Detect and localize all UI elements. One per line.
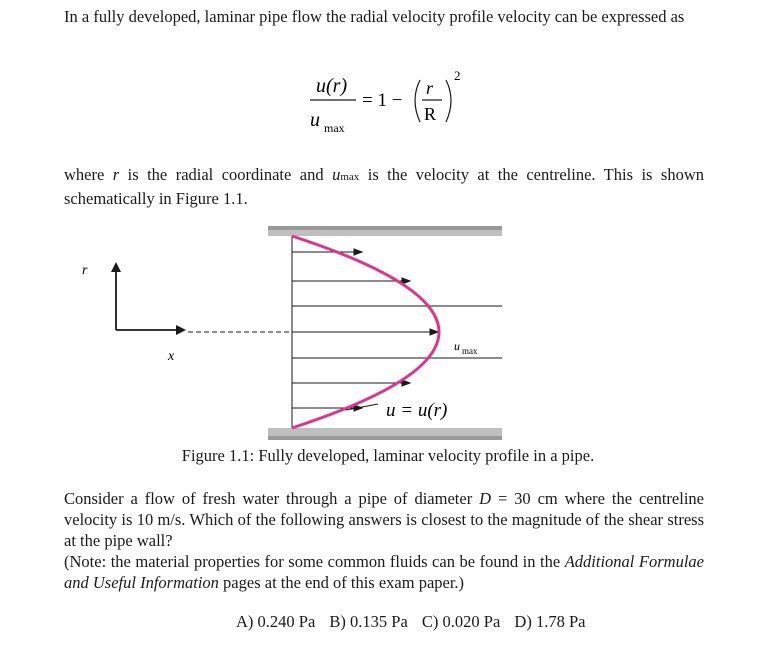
question-note: (Note: the material properties for some common fluids can be found in the Additional Formulae and Useful Information pages at the end of this exam paper.) bbox=[64, 552, 704, 592]
axis-x-label: x bbox=[168, 349, 175, 364]
answer-c[interactable]: C) 0.020 Pa bbox=[421, 612, 501, 631]
eq-lhs-numerator: u(r) bbox=[316, 75, 348, 97]
intro-text: In a fully developed, laminar pipe flow the radial velocity profile velocity can be expressed as bbox=[64, 7, 685, 26]
eq-lhs-denominator: u bbox=[310, 109, 320, 131]
eq-exponent: 2 bbox=[454, 68, 461, 83]
where-text: where r is the radial coordinate and umax is the velocity at the centreline. This is shown schematically in Figure 1.1. bbox=[64, 165, 704, 208]
eq-frac-numerator: r bbox=[426, 78, 434, 98]
eq-frac-denominator: R bbox=[424, 104, 437, 124]
answer-options bbox=[236, 612, 595, 632]
answer-a[interactable]: A) 0.240 Pa bbox=[236, 612, 316, 631]
eq-equals-one-minus: = 1 − bbox=[362, 90, 403, 111]
velocity-arrows bbox=[292, 249, 502, 411]
velocity-equation bbox=[296, 66, 476, 146]
velocity-profile-figure bbox=[0, 218, 776, 448]
umax-label-sub: max bbox=[462, 346, 478, 356]
profile-label: u = u(r) bbox=[386, 400, 448, 421]
figure-caption: Figure 1.1: Fully developed, laminar velocity profile in a pipe. bbox=[181, 446, 595, 465]
x-axis-arrow bbox=[176, 325, 186, 335]
question-text: Consider a flow of fresh water through a pipe of diameter D = 30 cm where the centreline velocity is 10 m/s. Which of the following answers is closest to the magnitude of the shear stress at the pipe wall? (Note: the material properties for some common fluids can be found in the Additional Formulae and Useful Information pages at the end of this exam paper.) bbox=[64, 489, 704, 592]
answer-b[interactable]: B) 0.135 Pa bbox=[329, 612, 408, 631]
r-axis-arrow bbox=[111, 262, 121, 272]
answer-d[interactable]: D) 1.78 Pa bbox=[514, 612, 586, 631]
eq-lhs-denominator-sub: max bbox=[324, 121, 345, 135]
axis-r-label: r bbox=[82, 263, 88, 278]
umax-label: u bbox=[454, 339, 460, 353]
